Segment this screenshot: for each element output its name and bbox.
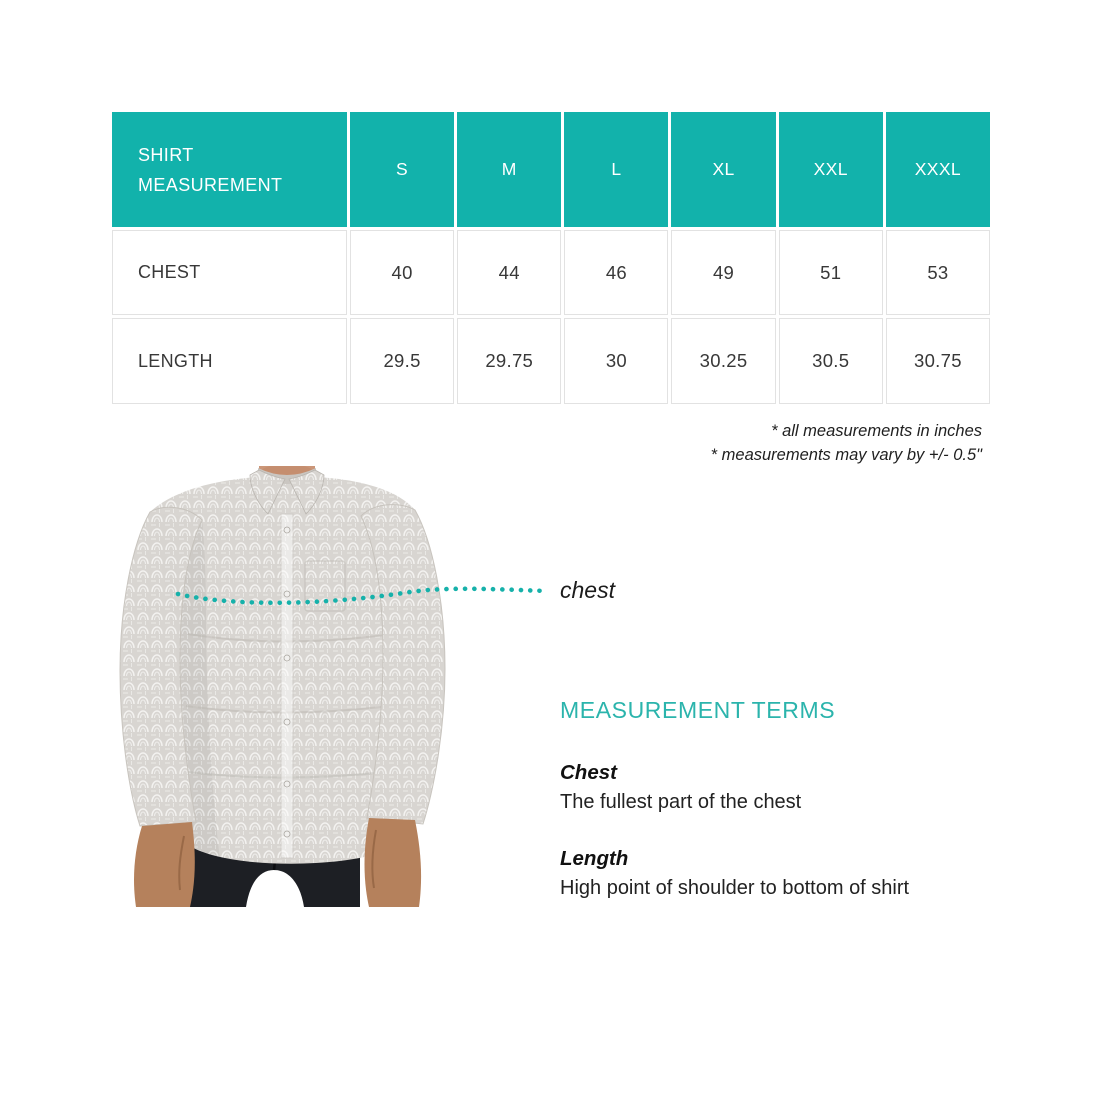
table-header-shirt-measurement [112,112,347,227]
table-header-size-l: L [564,112,668,227]
length-value-xxl: 30.5 [779,318,883,404]
table-header-size-m: M [457,112,561,227]
row-label-chest: CHEST [112,230,347,315]
measurement-terms-heading: MEASUREMENT TERMS [560,697,836,723]
measurement-footnotes [540,419,982,467]
chest-measure-line [170,578,560,614]
table-header-size-xxxl: XXXL [886,112,990,227]
chest-value-s: 40 [350,230,454,315]
shirt-model-illustration [108,466,456,908]
chest-value-xxl: 51 [779,230,883,315]
length-value-m: 29.75 [457,318,561,404]
shirt-model-photo [108,466,456,908]
row-label-length: LENGTH [112,318,347,404]
chest-value-m: 44 [457,230,561,315]
footnote-variance: * measurements may vary by +/- 0.5" [710,446,982,464]
left-hand [134,822,195,907]
button-placket [281,514,293,858]
length-value-s: 29.5 [350,318,454,404]
chest-value-xl: 49 [671,230,775,315]
footnote-inches: * all measurements in inches [771,422,982,440]
length-value-l: 30 [564,318,668,404]
chest-value-xxxl: 53 [886,230,990,315]
term-chest-definition: The fullest part of the chest [560,791,802,813]
chest-line-label: chest [560,577,615,603]
table-header-size-s: S [350,112,454,227]
length-value-xl: 30.25 [671,318,775,404]
term-length: Length [560,847,629,870]
chest-value-l: 46 [564,230,668,315]
term-length-definition: High point of shoulder to bottom of shirt [560,877,910,899]
table-header-size-xl: XL [671,112,775,227]
term-chest: Chest [560,761,617,784]
size-chart-table [112,112,990,404]
table-header-shirt-measurement-label: SHIRT MEASUREMENT [138,144,283,195]
length-value-xxxl: 30.75 [886,318,990,404]
table-header-size-xxl: XXL [779,112,883,227]
